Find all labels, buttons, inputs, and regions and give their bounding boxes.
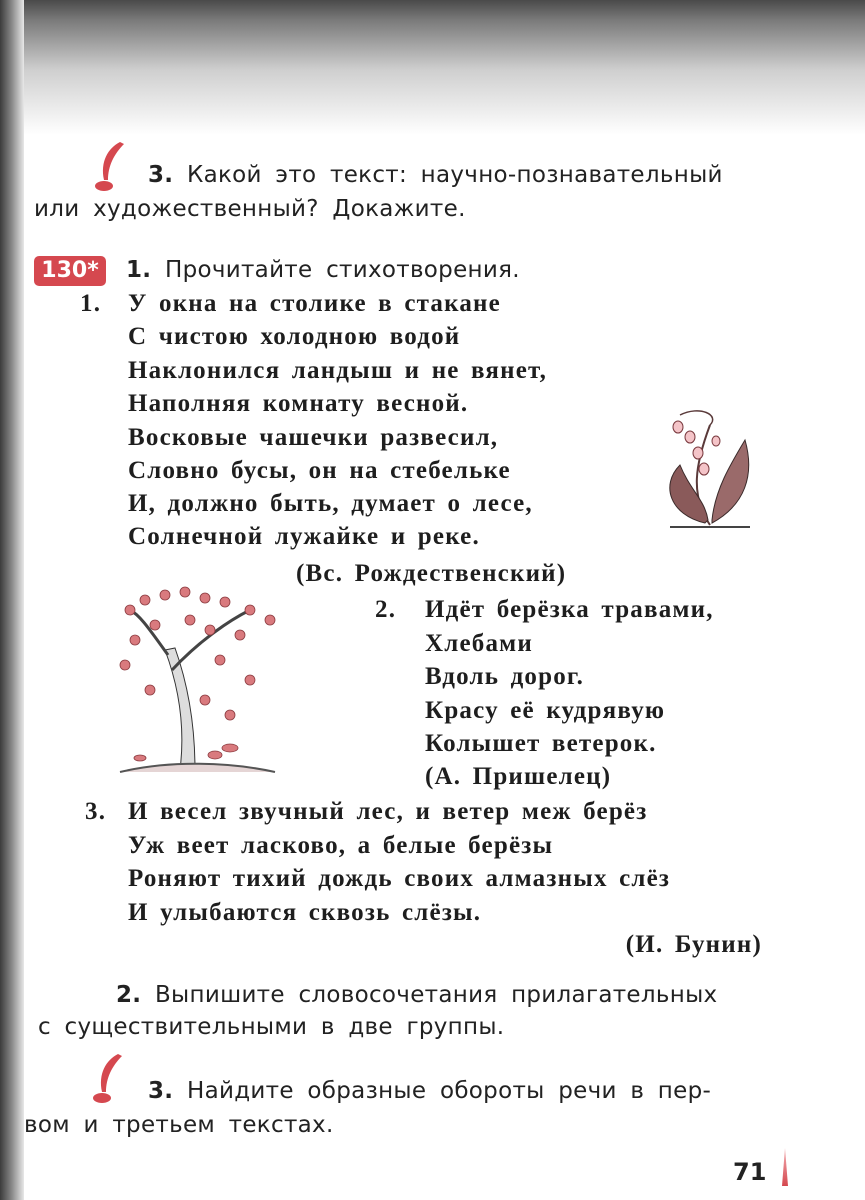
- poem-line: Хлебами: [425, 630, 534, 657]
- poem-line: Наклонился ландыш и не вянет,: [128, 357, 548, 384]
- task3-line2: вом и третьем текстах.: [24, 1112, 334, 1138]
- poem-line: Солнечной лужайке и реке.: [128, 523, 480, 550]
- exercise-number-badge: 130*: [34, 256, 106, 286]
- poem-line: И, должно быть, думает о лесе,: [128, 490, 533, 517]
- birch-tree-illustration: [110, 580, 285, 780]
- poem-line: Наполняя комнату весной.: [128, 390, 469, 417]
- poem-line: Идёт берёзка травами,: [425, 596, 714, 623]
- poem2-number: 2.: [375, 596, 397, 623]
- task2-line1: 2. Выпишите словосочетания прилагательных: [116, 982, 718, 1008]
- lily-of-the-valley-illustration: [650, 395, 770, 535]
- task3-top-line1: 3. Какой это текст: научно-познавательный: [148, 162, 723, 188]
- poem-line: Уж веет ласково, а белые берёзы: [128, 832, 554, 859]
- poem1-author: (Вс. Рождественский): [296, 560, 567, 587]
- poem-line: Колышет ветерок.: [425, 730, 657, 757]
- quill-pen-icon: [88, 1052, 128, 1107]
- page-number: 71: [733, 1158, 767, 1186]
- quill-pen-icon: [90, 140, 130, 195]
- poem2-author: (А. Пришелец): [425, 763, 612, 790]
- poem-line: Восковые чашечки развесил,: [128, 424, 499, 451]
- poem1-number: 1.: [80, 290, 102, 317]
- poem3-author: (И. Бунин): [625, 931, 762, 958]
- page-marker-decoration: [782, 1148, 788, 1186]
- poem-line: Красу её кудрявую: [425, 697, 666, 724]
- poem-line: Вдоль дорог.: [425, 663, 585, 690]
- poem-line: Роняют тихий дождь своих алмазных слёз: [128, 865, 671, 892]
- poem-line: Словно бусы, он на стебельке: [128, 457, 511, 484]
- poem-line: И весел звучный лес, и ветер меж берёз: [128, 798, 648, 825]
- scan-shadow-spine: [0, 0, 24, 1200]
- task1-instruction: 1. Прочитайте стихотворения.: [126, 257, 520, 283]
- task2-line2: с существительными в две группы.: [38, 1014, 505, 1040]
- poem-line: С чистою холодною водой: [128, 323, 461, 350]
- task3-line1: 3. Найдите образные обороты речи в пер-: [148, 1078, 712, 1104]
- poem3-number: 3.: [85, 798, 107, 825]
- scan-shadow-top: [0, 0, 865, 135]
- poem-line: И улыбаются сквозь слёзы.: [128, 899, 482, 926]
- poem-line: У окна на столике в стакане: [128, 290, 501, 317]
- task3-top-line2: или художественный? Докажите.: [34, 196, 466, 222]
